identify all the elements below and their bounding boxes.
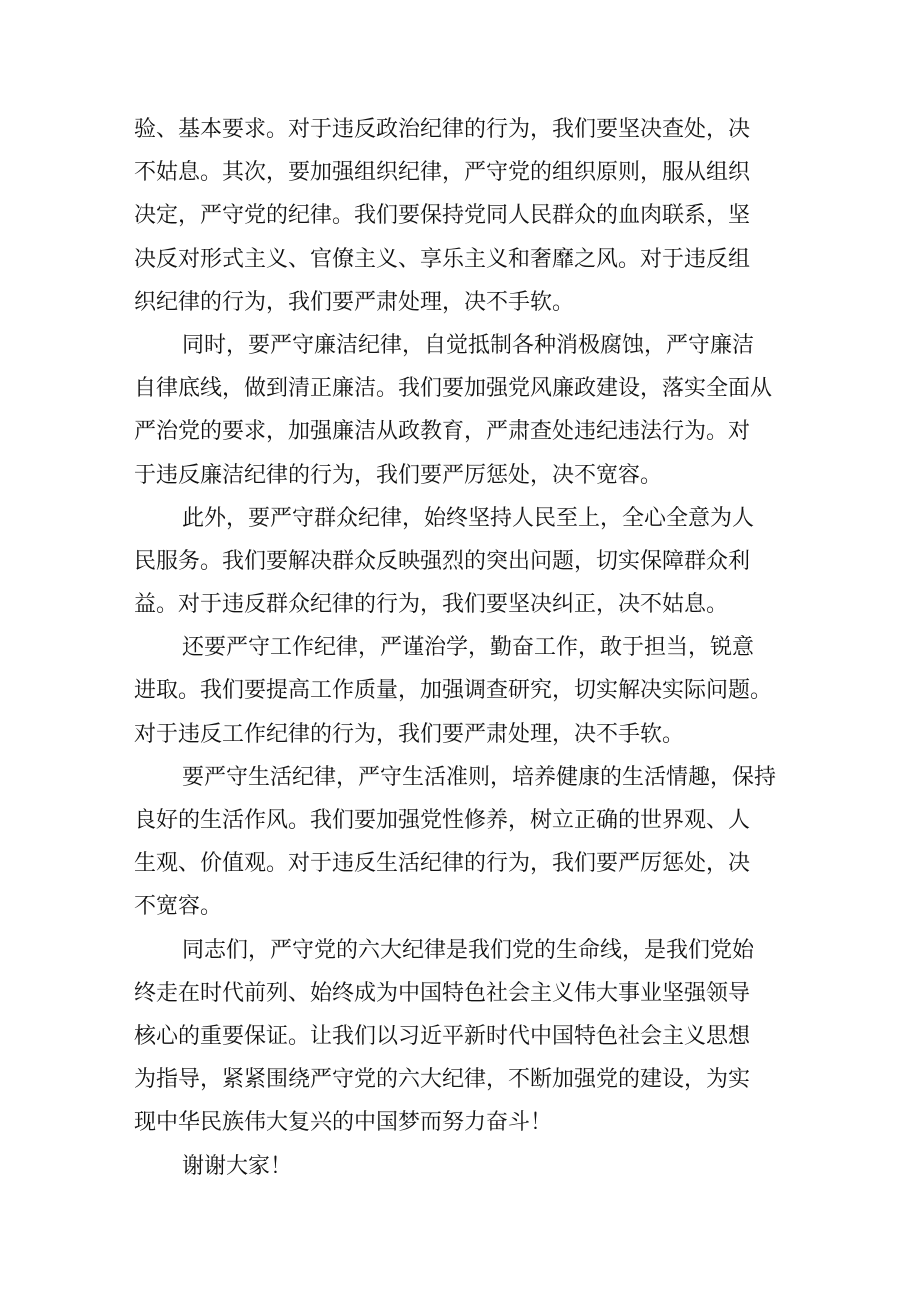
paragraph-first-line: 此外，要严守群众纪律，始终坚持人民至上，全心全意为人: [182, 505, 755, 531]
text-line: 民服务。我们要解决群众反映强烈的突出问题，切实保障群众利: [134, 548, 751, 574]
text-line: 不宽容。: [134, 894, 223, 920]
text-line: 决反对形式主义、官僚主义、享乐主义和奢靡之风。对于违反组: [134, 246, 751, 272]
text-line: 益。对于违反群众纪律的行为，我们要坚决纠正，决不姑息。: [134, 592, 729, 618]
text-line: 良好的生活作风。我们要加强党性修养，树立正确的世界观、人: [134, 808, 751, 833]
text-line: 进取。我们要提高工作质量，加强调查研究，切实解决实际问题。: [134, 678, 773, 704]
text-line: 对于违反工作纪律的行为，我们要严肃处理，决不手软。: [134, 721, 685, 747]
text-line: 为指导，紧紧围绕严守党的六大纪律，不断加强党的建设，为实: [134, 1067, 751, 1093]
paragraph-first-line: 要严守生活纪律，严守生活准则，培养健康的生活情趣，保持: [182, 764, 777, 790]
text-line: 织纪律的行为，我们要严肃处理，决不手软。: [134, 289, 575, 315]
text-line: 不姑息。其次，要加强组织纪律，严守党的组织原则，服从组织: [134, 160, 751, 186]
document-body: [134, 108, 794, 1188]
text-line: 核心的重要保证。让我们以习近平新时代中国特色社会主义思想: [134, 1023, 751, 1049]
text-line: 严治党的要求，加强廉洁从政教育，严肃查处违纪违法行为。对: [134, 419, 751, 445]
paragraph-first-line: 同志们，严守党的六大纪律是我们党的生命线，是我们党始: [182, 937, 755, 963]
text-line: 于违反廉洁纪律的行为，我们要严厉惩处，决不宽容。: [134, 462, 663, 488]
text-line: 生观、价值观。对于违反生活纪律的行为，我们要严厉惩处，决: [134, 851, 751, 877]
text-line: 现中华民族伟大复兴的中国梦而努力奋斗！: [134, 1110, 553, 1136]
text-line: 决定，严守党的纪律。我们要保持党同人民群众的血肉联系，坚: [134, 203, 751, 229]
text-line: 终走在时代前列、始终成为中国特色社会主义伟大事业坚强领导: [134, 980, 751, 1006]
paragraph-first-line: 同时，要严守廉洁纪律，自觉抵制各种消极腐蚀，严守廉洁: [182, 332, 755, 358]
text-line: 自律底线，做到清正廉洁。我们要加强党风廉政建设，落实全面从: [134, 376, 773, 402]
paragraph-first-line: 还要严守工作纪律，严谨治学，勤奋工作，敢于担当，锐意: [182, 635, 755, 661]
closing-line: 谢谢大家！: [182, 1153, 293, 1179]
text-line: 验、基本要求。对于违反政治纪律的行为，我们要坚决查处，决: [134, 117, 751, 142]
